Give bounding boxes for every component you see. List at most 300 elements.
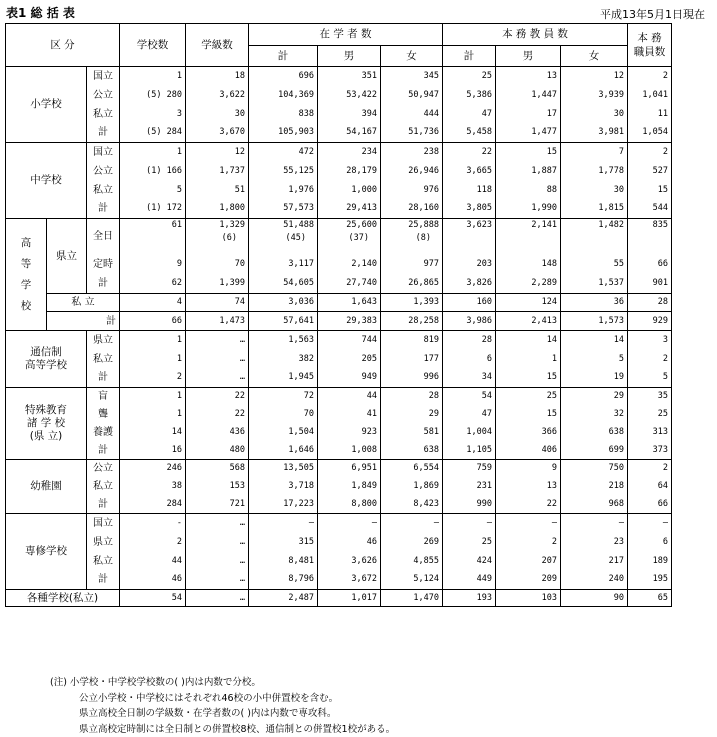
teachers-female-cell: 3,981 xyxy=(561,124,628,143)
yochien-label xyxy=(6,460,87,514)
row-sublabel: 国立 xyxy=(87,67,120,86)
teachers-female-cell: 19 xyxy=(561,369,628,388)
notes xyxy=(50,675,395,737)
cell-sub-value: (37) xyxy=(348,233,369,243)
cell-value: 1,329 xyxy=(219,220,245,230)
school-count-cell: 38 xyxy=(120,478,186,496)
header-students: 在 学 者 数 xyxy=(249,24,443,46)
teachers-total-cell: – xyxy=(443,514,496,533)
row-sublabel: 養護 xyxy=(87,424,120,442)
students-female-cell xyxy=(381,294,443,312)
teachers-male-cell: 1 xyxy=(496,350,561,369)
teachers-male-cell xyxy=(496,275,561,294)
teachers-male-cell: 88 xyxy=(496,181,561,200)
table-row xyxy=(6,105,672,124)
cell-value: 26,865 xyxy=(408,278,439,289)
school-count-cell xyxy=(120,219,186,255)
teachers-male-cell: 13 xyxy=(496,478,561,496)
row-sublabel: 公立 xyxy=(87,86,120,105)
row-sublabel: 計 xyxy=(87,571,120,590)
class-count-cell: 51 xyxy=(186,181,249,200)
row-sublabel: 県立 xyxy=(87,331,120,350)
class-count-cell: … xyxy=(186,350,249,369)
school-count-cell: - xyxy=(120,514,186,533)
cell-sub-value: (45) xyxy=(285,233,306,243)
students-female-cell: 1,470 xyxy=(381,590,443,607)
tsushin-label xyxy=(6,331,87,388)
teachers-total-cell: 759 xyxy=(443,460,496,478)
teachers-total-cell xyxy=(443,255,496,275)
staff-count-cell: 189 xyxy=(628,552,672,571)
class-count-cell: … xyxy=(186,331,249,350)
students-female-cell: 581 xyxy=(381,424,443,442)
students-total-cell: 104,369 xyxy=(249,86,318,105)
school-count-cell: 54 xyxy=(120,590,186,607)
row-sublabel: 私立 xyxy=(87,552,120,571)
koko-label-char: 高 xyxy=(20,236,32,249)
class-count-cell: 30 xyxy=(186,105,249,124)
teachers-total-cell: 25 xyxy=(443,67,496,86)
students-total-cell: 70 xyxy=(249,406,318,424)
cell-value: 55 xyxy=(613,259,624,269)
row-sublabel: 全日 xyxy=(87,219,120,255)
class-count-cell: … xyxy=(186,552,249,571)
teachers-male-cell: 25 xyxy=(496,388,561,406)
students-male-cell: – xyxy=(318,514,381,533)
teachers-female-cell: 1,778 xyxy=(561,162,628,181)
teachers-male-cell: 13 xyxy=(496,67,561,86)
students-total-cell: 1,976 xyxy=(249,181,318,200)
students-total-cell: 72 xyxy=(249,388,318,406)
students-total-cell: 2,487 xyxy=(249,590,318,607)
cell-value: 66 xyxy=(171,315,182,326)
row-sublabel: 聾 xyxy=(87,406,120,424)
table-row xyxy=(6,590,672,607)
teachers-total-cell: 3,805 xyxy=(443,200,496,219)
cell-value: 3,826 xyxy=(466,278,492,289)
cell-value: 160 xyxy=(476,297,492,307)
school-count-cell: 2 xyxy=(120,533,186,552)
students-female-cell: 6,554 xyxy=(381,460,443,478)
school-count-cell xyxy=(120,255,186,275)
class-count-cell: 3,622 xyxy=(186,86,249,105)
students-male-cell: 923 xyxy=(318,424,381,442)
students-total-cell xyxy=(249,275,318,294)
teachers-male-cell xyxy=(496,294,561,312)
note-line: 公立小学校・中学校にはそれぞれ46校の小中併置校を含む。 xyxy=(79,692,339,704)
students-female-cell: 1,869 xyxy=(381,478,443,496)
students-female-cell: 345 xyxy=(381,67,443,86)
row-sublabel: 計 xyxy=(87,275,120,294)
teachers-male-cell: 17 xyxy=(496,105,561,124)
chugakko-label-line: 中学校 xyxy=(30,174,62,186)
teachers-male-cell: 366 xyxy=(496,424,561,442)
class-count-cell: 1,800 xyxy=(186,200,249,219)
class-count-cell: 3,670 xyxy=(186,124,249,143)
header-students-total: 計 xyxy=(249,46,318,67)
teachers-male-cell xyxy=(496,255,561,275)
students-female-cell: 51,736 xyxy=(381,124,443,143)
cell-value: 62 xyxy=(171,278,182,289)
teachers-female-cell: 30 xyxy=(561,105,628,124)
school-count-cell: 1 xyxy=(120,388,186,406)
teachers-total-cell: 47 xyxy=(443,105,496,124)
school-count-cell: 246 xyxy=(120,460,186,478)
row-sublabel: 計 xyxy=(87,442,120,460)
students-male-cell: 1,017 xyxy=(318,590,381,607)
cell-value: 28 xyxy=(657,297,668,307)
teachers-male-cell: 14 xyxy=(496,331,561,350)
staff-count-cell: 313 xyxy=(628,424,672,442)
teachers-female-cell xyxy=(561,275,628,294)
table-row xyxy=(6,424,672,442)
students-male-cell: 8,800 xyxy=(318,496,381,514)
table-row xyxy=(6,294,672,312)
staff-count-cell xyxy=(628,219,672,255)
teachers-male-cell: 1,990 xyxy=(496,200,561,219)
students-male-cell: 41 xyxy=(318,406,381,424)
staff-count-cell: 5 xyxy=(628,369,672,388)
students-total-cell: 1,504 xyxy=(249,424,318,442)
teachers-female-cell xyxy=(561,219,628,255)
koko-label-char: 学 xyxy=(20,278,32,291)
staff-count-cell: 35 xyxy=(628,388,672,406)
cell-value: 74 xyxy=(234,297,245,307)
tokushu-label-line: 諸 学 校 xyxy=(26,417,66,429)
yochien-label-line: 幼稚園 xyxy=(30,480,62,492)
header-teachers-total: 計 xyxy=(443,46,496,67)
students-male-cell: 744 xyxy=(318,331,381,350)
koko-label-char: 等 xyxy=(20,257,32,270)
kakushu-label: 各種学校(私立) xyxy=(6,590,120,607)
row-sublabel: 計 xyxy=(47,312,120,331)
teachers-total-cell: 28 xyxy=(443,331,496,350)
cell-value: 28,258 xyxy=(408,315,439,326)
teachers-female-cell: 12 xyxy=(561,67,628,86)
students-female-cell xyxy=(381,255,443,275)
table-row xyxy=(6,312,672,331)
teachers-female-cell: 7 xyxy=(561,143,628,162)
students-male-cell: 6,951 xyxy=(318,460,381,478)
students-female-cell: 28 xyxy=(381,388,443,406)
cell-value: 1,399 xyxy=(219,278,245,289)
table-row xyxy=(6,478,672,496)
staff-count-cell xyxy=(628,275,672,294)
cell-value: 1,473 xyxy=(219,315,245,326)
teachers-total-cell: 1,105 xyxy=(443,442,496,460)
table-row xyxy=(6,162,672,181)
class-count-cell xyxy=(186,294,249,312)
staff-count-cell: 65 xyxy=(628,590,672,607)
row-sublabel: 計 xyxy=(87,200,120,219)
class-count-cell: 1,737 xyxy=(186,162,249,181)
class-count-cell xyxy=(186,275,249,294)
students-total-cell: 3,718 xyxy=(249,478,318,496)
class-count-cell: 480 xyxy=(186,442,249,460)
row-sublabel: 計 xyxy=(87,496,120,514)
cell-value: 124 xyxy=(541,297,557,307)
students-total-cell: 8,481 xyxy=(249,552,318,571)
teachers-total-cell: 449 xyxy=(443,571,496,590)
teachers-male-cell: 2 xyxy=(496,533,561,552)
students-female-cell: 29 xyxy=(381,406,443,424)
teachers-total-cell: 118 xyxy=(443,181,496,200)
teachers-male-cell: 1,477 xyxy=(496,124,561,143)
school-count-cell: 44 xyxy=(120,552,186,571)
class-count-cell xyxy=(186,255,249,275)
class-count-cell: 568 xyxy=(186,460,249,478)
students-female-cell: 8,423 xyxy=(381,496,443,514)
teachers-female-cell: 23 xyxy=(561,533,628,552)
cell-value: 51,488 xyxy=(283,220,314,230)
teachers-female-cell: 1,815 xyxy=(561,200,628,219)
header-teachers: 本 務 教 員 数 xyxy=(443,24,628,46)
class-count-cell: 153 xyxy=(186,478,249,496)
students-male-cell: 28,179 xyxy=(318,162,381,181)
header-students-female: 女 xyxy=(381,46,443,67)
table-row xyxy=(6,200,672,219)
teachers-total-cell: 25 xyxy=(443,533,496,552)
teachers-total-cell: 6 xyxy=(443,350,496,369)
students-male-cell: 44 xyxy=(318,388,381,406)
table-row xyxy=(6,460,672,478)
header-students-male: 男 xyxy=(318,46,381,67)
note-line: 県立高校全日制の学級数・在学者数の( )内は内数で専攻科。 xyxy=(79,708,337,719)
cell-value: 929 xyxy=(652,315,668,326)
teachers-female-cell: 32 xyxy=(561,406,628,424)
class-count-cell: … xyxy=(186,533,249,552)
staff-count-cell: 2 xyxy=(628,460,672,478)
cell-value: 4 xyxy=(176,297,182,307)
header-staff: 本 務 職員数 xyxy=(628,24,672,67)
teachers-total-cell: 5,386 xyxy=(443,86,496,105)
teachers-female-cell xyxy=(561,312,628,331)
cell-value: 61 xyxy=(171,220,182,230)
teachers-male-cell: 207 xyxy=(496,552,561,571)
students-female-cell: 50,947 xyxy=(381,86,443,105)
cell-value: 29,383 xyxy=(346,315,377,326)
tokushu-label xyxy=(6,388,87,460)
school-count-cell: 1 xyxy=(120,331,186,350)
teachers-male-cell: 15 xyxy=(496,369,561,388)
class-count-cell: 12 xyxy=(186,143,249,162)
table-row xyxy=(6,86,672,105)
row-sublabel: 定時 xyxy=(87,255,120,275)
staff-count-cell: 3 xyxy=(628,331,672,350)
cell-value: 1,537 xyxy=(598,278,624,289)
class-count-cell xyxy=(186,312,249,331)
koko-label-char: 校 xyxy=(20,299,32,312)
koko-kenritsu-label: 県立 xyxy=(47,219,87,294)
teachers-female-cell: – xyxy=(561,514,628,533)
students-male-cell: 29,413 xyxy=(318,200,381,219)
row-sublabel: 計 xyxy=(87,369,120,388)
school-count-cell: (5) 280 xyxy=(120,86,186,105)
cell-value: 901 xyxy=(652,278,668,289)
teachers-male-cell: 15 xyxy=(496,406,561,424)
class-count-cell: … xyxy=(186,514,249,533)
school-count-cell xyxy=(120,312,186,331)
table-row xyxy=(6,406,672,424)
students-female-cell: 269 xyxy=(381,533,443,552)
students-total-cell: 1,945 xyxy=(249,369,318,388)
teachers-total-cell: 34 xyxy=(443,369,496,388)
students-male-cell: 351 xyxy=(318,67,381,86)
students-total-cell: 55,125 xyxy=(249,162,318,181)
cell-value: 2,140 xyxy=(351,259,377,269)
row-sublabel: 県立 xyxy=(87,533,120,552)
students-total-cell xyxy=(249,294,318,312)
senshu-label xyxy=(6,514,87,590)
school-count-cell: 16 xyxy=(120,442,186,460)
class-count-cell: 18 xyxy=(186,67,249,86)
students-female-cell: 4,855 xyxy=(381,552,443,571)
cell-value: 9 xyxy=(176,259,182,269)
students-female-cell: 177 xyxy=(381,350,443,369)
shogakko-label xyxy=(6,67,87,143)
students-total-cell: – xyxy=(249,514,318,533)
table-row xyxy=(6,331,672,350)
cell-value: 3,117 xyxy=(288,259,314,269)
teachers-female-cell xyxy=(561,294,628,312)
teachers-total-cell: 990 xyxy=(443,496,496,514)
students-female-cell: 238 xyxy=(381,143,443,162)
row-sublabel: 私立 xyxy=(87,105,120,124)
cell-value: 3,623 xyxy=(466,220,492,230)
row-sublabel: 公立 xyxy=(87,162,120,181)
staff-count-cell: 2 xyxy=(628,350,672,369)
teachers-male-cell: 209 xyxy=(496,571,561,590)
staff-count-cell: – xyxy=(628,514,672,533)
staff-count-cell: 1,041 xyxy=(628,86,672,105)
row-sublabel: 私立 xyxy=(87,478,120,496)
teachers-female-cell xyxy=(561,255,628,275)
teachers-female-cell: 218 xyxy=(561,478,628,496)
students-female-cell: – xyxy=(381,514,443,533)
students-male-cell: 1,000 xyxy=(318,181,381,200)
row-sublabel: 私立 xyxy=(87,181,120,200)
table-row xyxy=(6,124,672,143)
cell-value: 148 xyxy=(541,259,557,269)
teachers-total-cell: 231 xyxy=(443,478,496,496)
cell-value: 2,413 xyxy=(531,315,557,326)
school-count-cell: 1 xyxy=(120,406,186,424)
tsushin-label-line: 通信制 xyxy=(30,346,62,358)
teachers-total-cell xyxy=(443,294,496,312)
note-line: 県立高校定時制には全日制との併置校8校、通信制との併置校1校がある。 xyxy=(79,723,396,735)
note-line: (注) 小学校・中学校学校数の( )内は内数で分校。 xyxy=(50,677,261,688)
cell-value: 977 xyxy=(423,259,439,269)
teachers-female-cell: 968 xyxy=(561,496,628,514)
students-male-cell: 1,849 xyxy=(318,478,381,496)
students-female-cell: 976 xyxy=(381,181,443,200)
students-male-cell: 394 xyxy=(318,105,381,124)
teachers-female-cell: 240 xyxy=(561,571,628,590)
table-row xyxy=(6,181,672,200)
students-female-cell: 28,160 xyxy=(381,200,443,219)
table-row xyxy=(6,350,672,369)
teachers-female-cell: 638 xyxy=(561,424,628,442)
teachers-female-cell: 699 xyxy=(561,442,628,460)
table-row xyxy=(6,369,672,388)
students-female-cell: 638 xyxy=(381,442,443,460)
students-male-cell: 54,167 xyxy=(318,124,381,143)
staff-count-cell: 25 xyxy=(628,406,672,424)
students-male-cell: 3,672 xyxy=(318,571,381,590)
school-count-cell: 284 xyxy=(120,496,186,514)
teachers-total-cell: 22 xyxy=(443,143,496,162)
teachers-total-cell: 3,665 xyxy=(443,162,496,181)
teachers-male-cell xyxy=(496,312,561,331)
teachers-male-cell: 15 xyxy=(496,143,561,162)
teachers-male-cell: 1,887 xyxy=(496,162,561,181)
cell-value: 25,888 xyxy=(408,220,439,230)
tokushu-label-line: (県 立) xyxy=(29,430,63,442)
staff-count-cell: 6 xyxy=(628,533,672,552)
school-count-cell xyxy=(120,294,186,312)
students-total-cell: 315 xyxy=(249,533,318,552)
students-male-cell: 1,008 xyxy=(318,442,381,460)
table-row xyxy=(6,514,672,533)
teachers-male-cell: 103 xyxy=(496,590,561,607)
cell-value: 54,605 xyxy=(283,278,314,289)
table-row xyxy=(6,255,672,275)
cell-value: 27,740 xyxy=(346,278,377,289)
class-count-cell: 436 xyxy=(186,424,249,442)
staff-count-cell: 15 xyxy=(628,181,672,200)
table-body xyxy=(6,24,672,607)
staff-count-cell: 373 xyxy=(628,442,672,460)
cell-sub-value: (8) xyxy=(415,233,431,243)
students-male-cell: 3,626 xyxy=(318,552,381,571)
school-count-cell: 46 xyxy=(120,571,186,590)
cell-value: 57,641 xyxy=(283,315,314,326)
school-count-cell: 2 xyxy=(120,369,186,388)
cell-value: 835 xyxy=(652,220,668,230)
teachers-total-cell xyxy=(443,275,496,294)
students-total-cell: 382 xyxy=(249,350,318,369)
staff-count-cell: 64 xyxy=(628,478,672,496)
students-female-cell: 26,946 xyxy=(381,162,443,181)
class-count-cell: 22 xyxy=(186,406,249,424)
students-male-cell: 46 xyxy=(318,533,381,552)
students-total-cell: 13,505 xyxy=(249,460,318,478)
staff-count-cell: 66 xyxy=(628,496,672,514)
school-count-cell: 1 xyxy=(120,143,186,162)
row-sublabel: 私 立 xyxy=(47,294,120,312)
table-row xyxy=(6,67,672,86)
cell-sub-value: (6) xyxy=(221,233,237,243)
staff-count-cell: 527 xyxy=(628,162,672,181)
students-female-cell: 819 xyxy=(381,331,443,350)
table-row xyxy=(6,552,672,571)
teachers-total-cell: 5,458 xyxy=(443,124,496,143)
staff-count-cell: 1,054 xyxy=(628,124,672,143)
cell-value: 1,573 xyxy=(598,315,624,326)
students-male-cell xyxy=(318,219,381,255)
students-male-cell xyxy=(318,255,381,275)
students-total-cell: 57,573 xyxy=(249,200,318,219)
staff-count-cell xyxy=(628,312,672,331)
school-count-cell: 14 xyxy=(120,424,186,442)
teachers-total-cell: 1,004 xyxy=(443,424,496,442)
teachers-total-cell xyxy=(443,219,496,255)
teachers-total-cell: 47 xyxy=(443,406,496,424)
staff-count-cell: 544 xyxy=(628,200,672,219)
students-male-cell: 53,422 xyxy=(318,86,381,105)
school-count-cell: (5) 284 xyxy=(120,124,186,143)
tokushu-label-line: 特殊教育 xyxy=(25,404,67,416)
